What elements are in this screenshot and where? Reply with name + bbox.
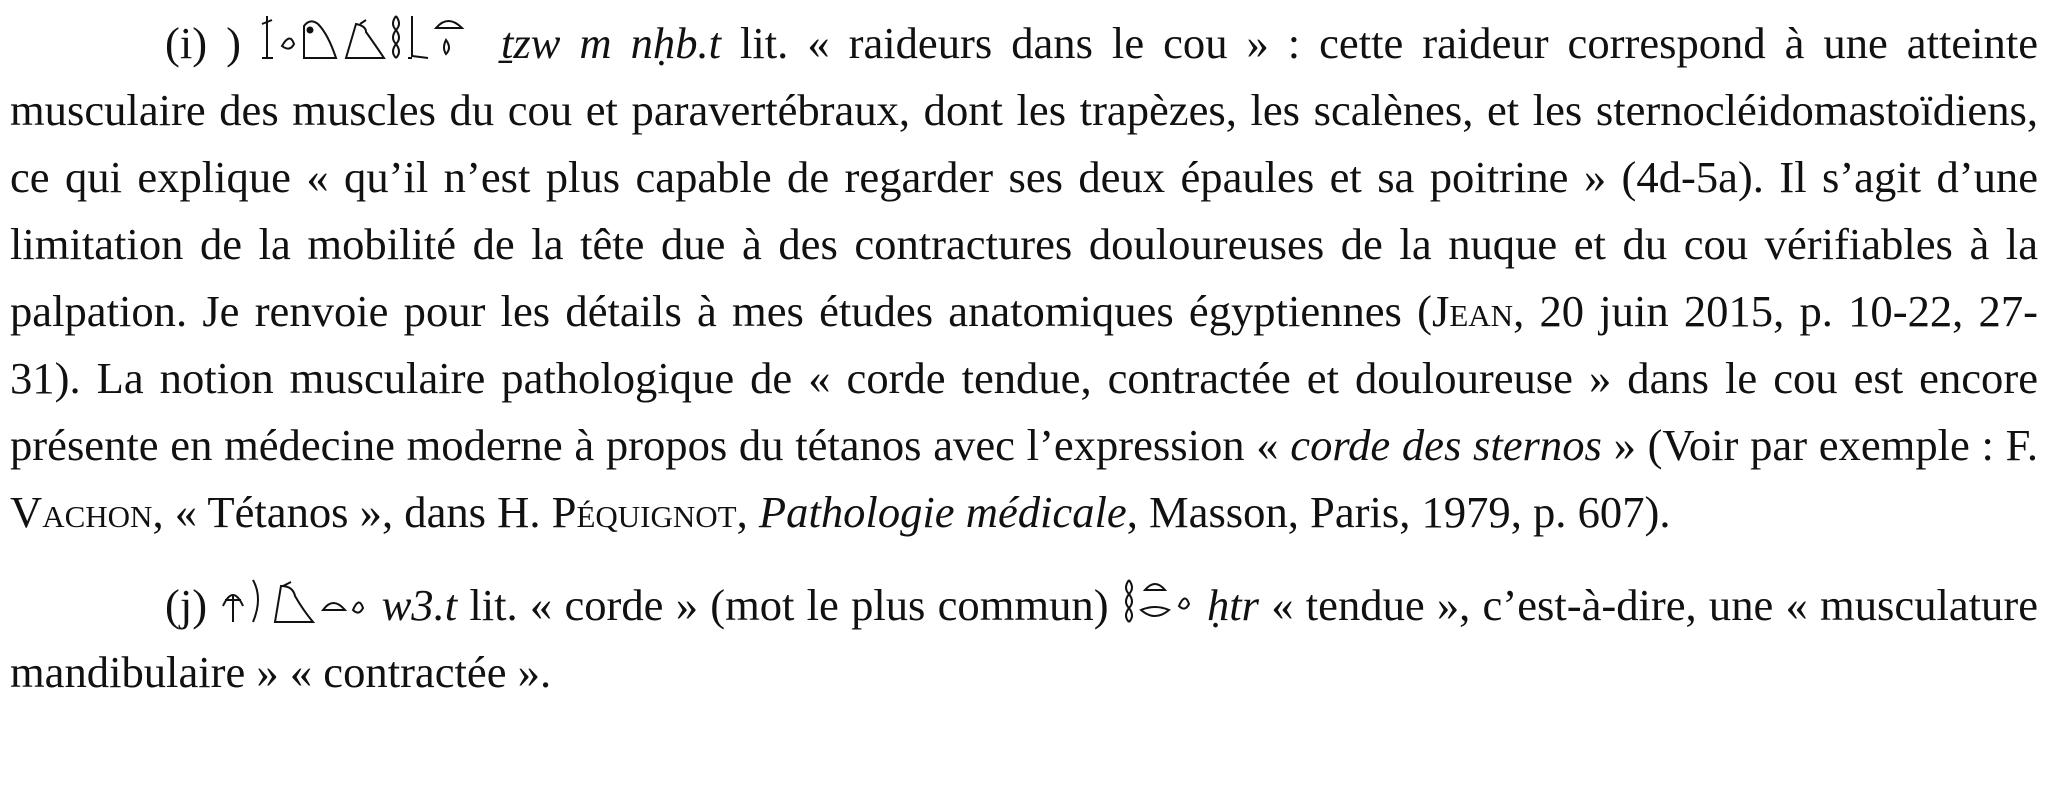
transliteration-j1: w3.t — [381, 580, 458, 630]
quote-italic: corde des sternos — [1290, 420, 1602, 470]
transliteration-i: ṯzw m nḥb.t — [500, 18, 722, 68]
author-pequignot: Péquignot — [551, 487, 737, 537]
paragraph-i-text-4: , « Tétanos », dans H. — [152, 487, 552, 537]
paragraph-j-marker: (j) — [165, 580, 208, 630]
paragraph-j — [10, 572, 2038, 706]
paragraph-i-text-1: lit. « raideurs dans le cou » : cette raideur correspond à une atteinte musculaire des muscles du cou et paravertébraux, dont les trapèzes, les scalènes, et les sternocléidomastoïdiens, ce qui explique « qu’il n’est plus capable de regarder ses deux épaules et sa poitrine » (4d-5a). Il s’agit d’une limitation de la mobilité de la tête due à des contractures douloureuses de la nuque et du cou vérifiables à la palpation. Je renvoie pour les détails à mes études anatomiques égyptiennes ( — [10, 18, 2039, 336]
paragraph-i-text-6: , Masson, Paris, 1979, p. 607). — [1126, 487, 1671, 537]
paragraph-i-text-2: , 20 juin 2015, p. 10-22, 27-31). La notion musculaire pathologique de « corde tendue, contractée et douloureuse » dans le cou est encore présente en médecine moderne à propos du tétanos avec l’expression « — [10, 286, 2038, 470]
paragraph-i-text-3: » (Voir par exemple : F. — [1601, 420, 2038, 470]
paragraph-i-marker: (i) ) — [165, 18, 241, 68]
paragraph-j-text-1: lit. « corde » (mot le plus commun) — [457, 580, 1121, 630]
author-vachon: Vachon — [10, 487, 153, 537]
paragraph-j-text-2: « tendue », c’est-à-dire, une « musculature mandibulaire » « contractée ». — [10, 580, 2038, 697]
transliteration-j2: ḥtr — [1207, 580, 1260, 630]
hieroglyph-group-i-icon — [260, 12, 482, 64]
paragraph-i — [10, 10, 2038, 546]
paragraph-i-text-5: , — [736, 487, 759, 537]
hieroglyph-group-j2-icon — [1121, 576, 1195, 626]
hieroglyph-group-j1-icon — [219, 576, 369, 626]
book-title: Pathologie médicale — [758, 487, 1127, 537]
author-jean: Jean — [1431, 286, 1514, 336]
